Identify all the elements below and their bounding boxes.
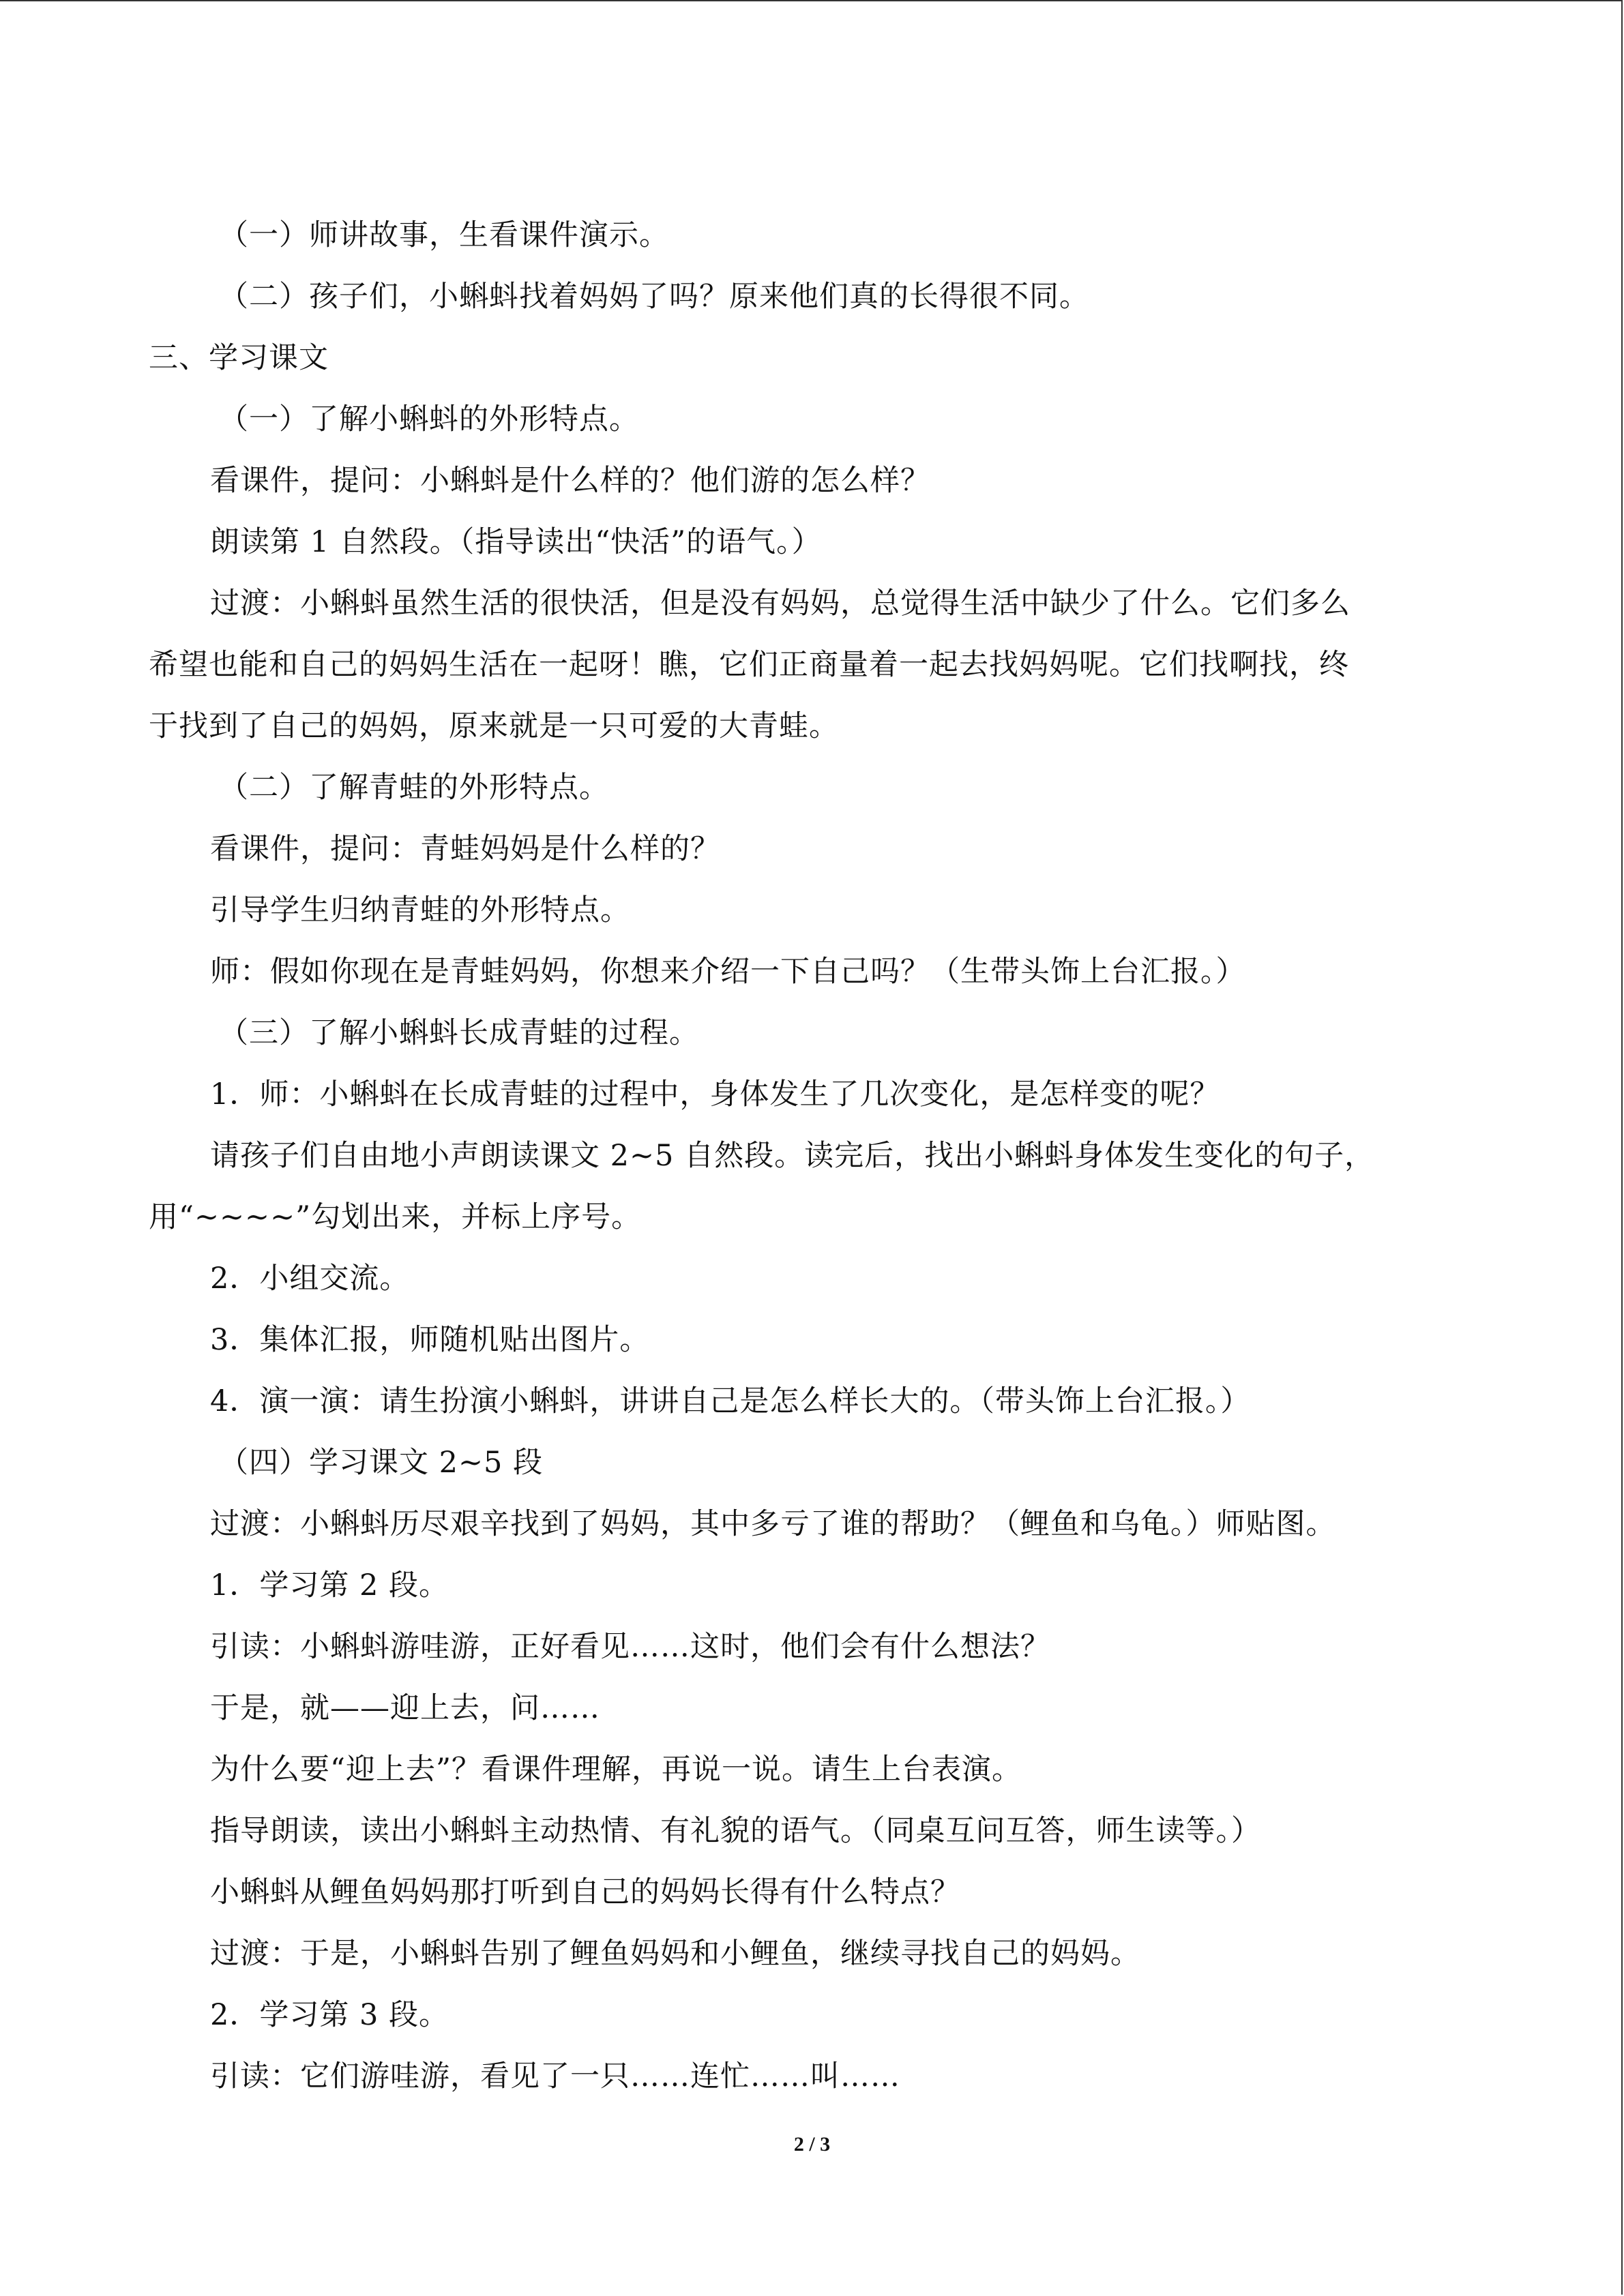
- paragraph-line: 1．学习第 2 段。: [210, 1568, 449, 1602]
- paragraph-line: 过渡：小蝌蚪历尽艰辛找到了妈妈，其中多亏了谁的帮助？（鲤鱼和乌龟。）师贴图。: [210, 1507, 1336, 1541]
- paragraph-line: （一）师讲故事，生看课件演示。: [219, 218, 669, 252]
- paragraph-line: 希望也能和自己的妈妈生活在一起呀！瞧，它们正商量着一起去找妈妈呢。它们找啊找，终: [149, 648, 1349, 682]
- paragraph-line: 4．演一演：请生扮演小蝌蚪，讲讲自己是怎么样长大的。（带头饰上台汇报。）: [210, 1384, 1251, 1418]
- subsection-heading: （三）了解小蝌蚪长成青蛙的过程。: [219, 1016, 699, 1050]
- document-body: [149, 205, 1462, 2107]
- page-number: 2 / 3: [793, 2133, 831, 2156]
- subsection-heading: （四）学习课文 2~5 段: [219, 1446, 544, 1480]
- paragraph-line: 于是，就——迎上去，问……: [210, 1691, 600, 1725]
- paragraph-line: 引导学生归纳青蛙的外形特点。: [210, 893, 630, 927]
- paragraph-line: 过渡：于是，小蝌蚪告别了鲤鱼妈妈和小鲤鱼，继续寻找自己的妈妈。: [210, 1937, 1140, 1971]
- paragraph-line: 引读：小蝌蚪游哇游，正好看见……这时，他们会有什么想法？: [210, 1630, 1050, 1664]
- paragraph-line: 师：假如你现在是青蛙妈妈，你想来介绍一下自己吗？（生带头饰上台汇报。）: [210, 955, 1246, 989]
- subsection-heading: （二）了解青蛙的外形特点。: [219, 771, 609, 805]
- paragraph-line: 看课件，提问：青蛙妈妈是什么样的？: [210, 832, 720, 866]
- paragraph-line: 朗读第 1 自然段。（指导读出“快活”的语气。）: [210, 525, 822, 559]
- paragraph-line: 2．小组交流。: [210, 1262, 410, 1296]
- paragraph-line: 1．师：小蝌蚪在长成青蛙的过程中，身体发生了几次变化，是怎样变的呢？: [210, 1077, 1220, 1112]
- paragraph-line: 于找到了自己的妈妈，原来就是一只可爱的大青蛙。: [149, 709, 839, 743]
- paragraph-line: 为什么要“迎上去”？看课件理解，再说一说。请生上台表演。: [210, 1753, 1022, 1787]
- paragraph-line: 引读：它们游哇游，看见了一只……连忙……叫……: [210, 2059, 900, 2093]
- paragraph-line: 指导朗读，读出小蝌蚪主动热情、有礼貌的语气。（同桌互问互答，师生读等。）: [210, 1814, 1261, 1848]
- paragraph-line: 看课件，提问：小蝌蚪是什么样的？他们游的怎么样？: [210, 464, 930, 498]
- paragraph-line: 过渡：小蝌蚪虽然生活的很快活，但是没有妈妈，总觉得生活中缺少了什么。它们多么: [210, 586, 1350, 621]
- subsection-heading: （一）了解小蝌蚪的外形特点。: [219, 402, 639, 436]
- paragraph-line: 2．学习第 3 段。: [210, 1998, 449, 2032]
- paragraph-line: 用“~~~~”勾划出来，并标上序号。: [149, 1200, 642, 1234]
- paragraph-line: 小蝌蚪从鲤鱼妈妈那打听到自己的妈妈长得有什么特点？: [210, 1875, 960, 1909]
- paragraph-line: （二）孩子们，小蝌蚪找着妈妈了吗？原来他们真的长得很不同。: [219, 280, 1089, 314]
- paragraph-line: 3．集体汇报，师随机贴出图片。: [210, 1323, 650, 1357]
- paragraph-line: 请孩子们自由地小声朗读课文 2~5 自然段。读完后，找出小蝌蚪身体发生变化的句子，: [210, 1139, 1375, 1173]
- section-heading: 三、学习课文: [149, 341, 329, 375]
